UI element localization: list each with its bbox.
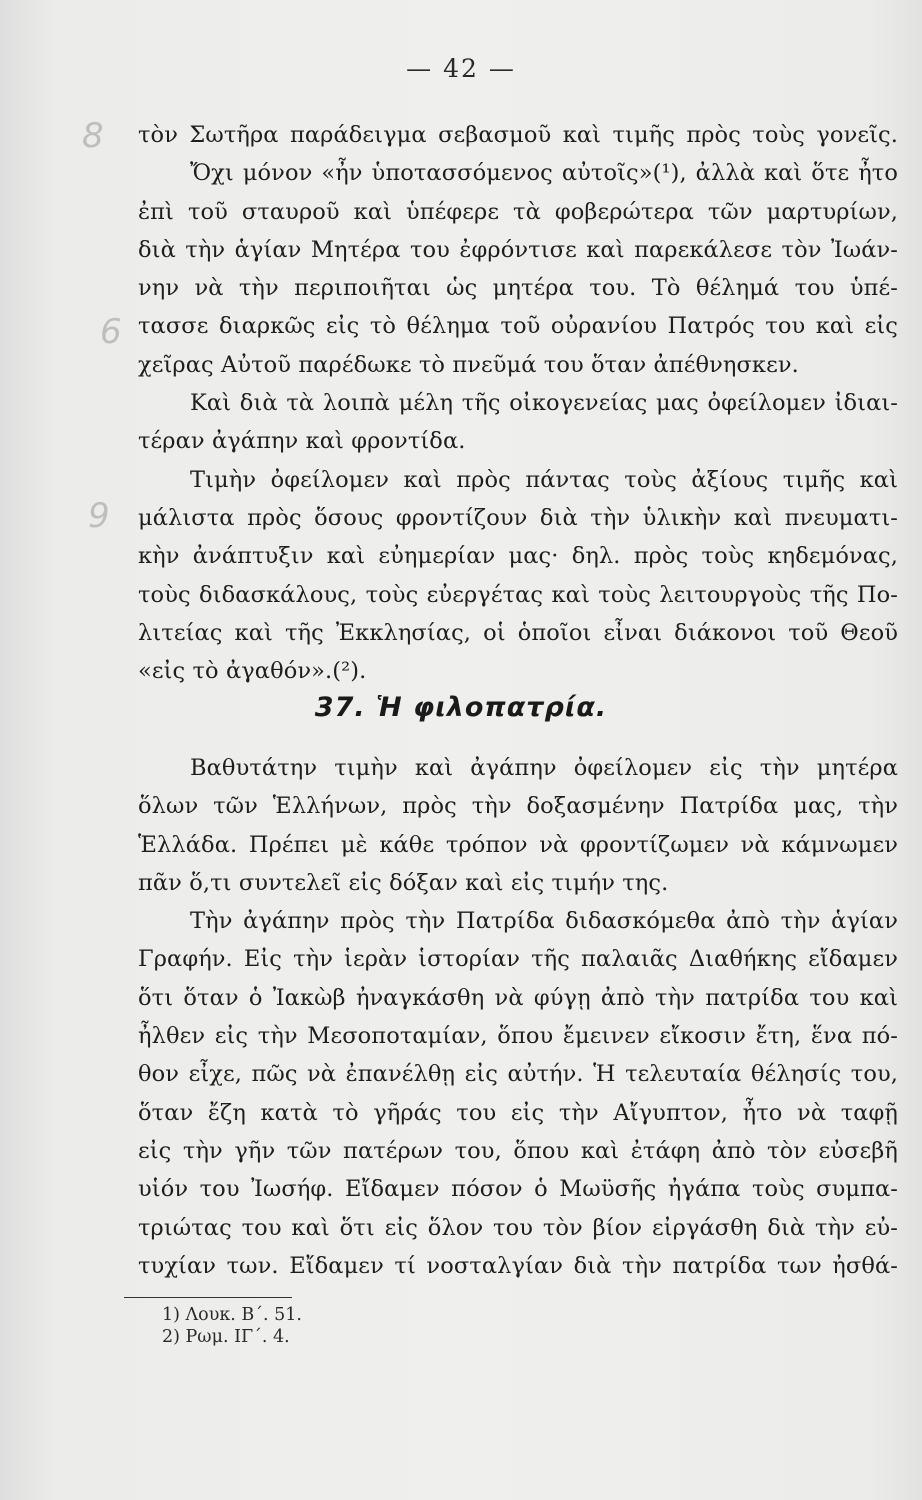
- text-line: Τιμὴν ὀφείλομεν καὶ πρὸς πάντας τοὺς ἀξίους τιμῆς καὶ: [190, 466, 898, 493]
- footnote: 2) Ρωμ. ΙΓ΄. 4.: [162, 1327, 290, 1347]
- footnotes: [162, 1304, 302, 1348]
- footnote: 1) Λουκ. Β΄. 51.: [162, 1305, 302, 1325]
- text-line: τριώτας του καὶ ὅτι εἰς ὅλον του τὸν βίον εἰργάσθη διὰ τὴν εὐ-: [138, 1214, 898, 1241]
- text-line: ἐπὶ τοῦ σταυροῦ καὶ ὑπέφερε τὰ φοβερώτερα τῶν μαρτυρίων,: [138, 198, 898, 225]
- text-line: ὅλων τῶν Ἑλλήνων, πρὸς τὴν δοξασμένην Πατρίδα μας, τὴν: [138, 793, 898, 820]
- text-line: τὸν Σωτῆρα παράδειγμα σεβασμοῦ καὶ τιμῆς πρὸς τοὺς γονεῖς.: [138, 122, 898, 148]
- text-line: τυχίαν των. Εἴδαμεν τί νοσταλγίαν διὰ τὴν πατρίδα των ἠσθά-: [138, 1252, 898, 1279]
- text-line: διὰ τὴν ἁγίαν Μητέρα του ἐφρόντισε καὶ παρεκάλεσε τὸν Ἰωάν-: [138, 236, 898, 263]
- text-line: πᾶν ὅ,τι συντελεῖ εἰς δόξαν καὶ εἰς τιμήν της.: [138, 869, 669, 896]
- text-line: τοὺς διδασκάλους, τοὺς εὐεργέτας καὶ τοὺς λειτουργοὺς τῆς Πο-: [138, 581, 898, 608]
- text-line: χεῖρας Αὐτοῦ παρέδωκε τὸ πνεῦμά του ὅταν ἀπέθνησκεν.: [138, 351, 799, 378]
- text-line: Βαθυτάτην τιμὴν καὶ ἀγάπην ὀφείλομεν εἰς τὴν μητέρα: [190, 755, 898, 781]
- text-line: Ἑλλάδα. Πρέπει μὲ κάθε τρόπον νὰ φροντίζωμεν νὰ κάμνωμεν: [138, 831, 898, 858]
- text-line: «εἰς τὸ ἀγαθόν».(²).: [138, 658, 367, 685]
- page-number: — 42 —: [406, 54, 516, 83]
- text-line: ὅταν ἔζη κατὰ τὸ γῆράς του εἰς τὴν Αἴγυπτον, ἦτο νὰ ταφῇ: [138, 1099, 898, 1126]
- text-line: Γραφήν. Εἰς τὴν ἱερὰν ἱστορίαν τῆς παλαιᾶς Διαθήκης εἴδαμεν: [138, 946, 898, 973]
- margin-pencil-mark: 8: [82, 116, 104, 156]
- text-line: Τὴν ἀγάπην πρὸς τὴν Πατρίδα διδασκόμεθα ἀπὸ τὴν ἁγίαν: [190, 908, 898, 935]
- footnote-divider: [124, 1297, 292, 1298]
- text-line: εἰς τὴν γῆν τῶν πατέρων του, ὅπου καὶ ἐτάφη ἀπὸ τὸν εὐσεβῆ: [138, 1137, 898, 1164]
- text-block-top: [138, 116, 898, 690]
- text-line: ὅτι ὅταν ὁ Ἰακὼβ ἠναγκάσθη νὰ φύγῃ ἀπὸ τὴν πατρίδα του καὶ: [138, 984, 898, 1011]
- text-block-bottom: [138, 749, 898, 1285]
- margin-pencil-mark: 6: [100, 312, 122, 352]
- text-line: θον εἶχε, πῶς νὰ ἐπανέλθῃ εἰς αὐτήν. Ἡ τελευταία θέλησίς του,: [138, 1061, 898, 1088]
- text-line: υἱόν του Ἰωσήφ. Εἴδαμεν πόσον ὁ Μωϋσῆς ἠγάπα τοὺς συμπα-: [138, 1176, 898, 1203]
- text-line: μάλιστα πρὸς ὅσους φροντίζουν διὰ τὴν ὑλικὴν καὶ πνευματι-: [138, 504, 898, 531]
- text-line: λιτείας καὶ τῆς Ἐκκλησίας, οἱ ὁποῖοι εἶναι διάκονοι τοῦ Θεοῦ: [138, 619, 898, 646]
- text-line: τέραν ἀγάπην καὶ φροντίδα.: [138, 428, 466, 455]
- section-heading: 37. Ἡ φιλοπατρία.: [314, 692, 608, 723]
- text-line: Καὶ διὰ τὰ λοιπὰ μέλη τῆς οἰκογενείας μας ὀφείλομεν ἰδιαι-: [190, 390, 898, 417]
- text-line: Ὄχι μόνον «ἦν ὑποτασσόμενος αὐτοῖς»(¹), ἀλλὰ καὶ ὅτε ἦτο: [190, 160, 898, 187]
- text-line: κὴν ἀνάπτυξιν καὶ εὐημερίαν μας· δηλ. πρὸς τοὺς κηδεμόνας,: [138, 543, 898, 570]
- text-line: ἦλθεν εἰς τὴν Μεσοποταμίαν, ὅπου ἔμεινεν εἴκοσιν ἔτη, ἕνα πό-: [138, 1023, 898, 1050]
- text-line: νην νὰ τὴν περιποιῆται ὡς μητέρα του. Τὸ θέλημά του ὑπέ-: [138, 275, 898, 302]
- text-line: τασσε διαρκῶς εἰς τὸ θέλημα τοῦ οὐρανίου Πατρός του καὶ εἰς: [138, 313, 898, 340]
- margin-pencil-mark: 9: [88, 496, 110, 536]
